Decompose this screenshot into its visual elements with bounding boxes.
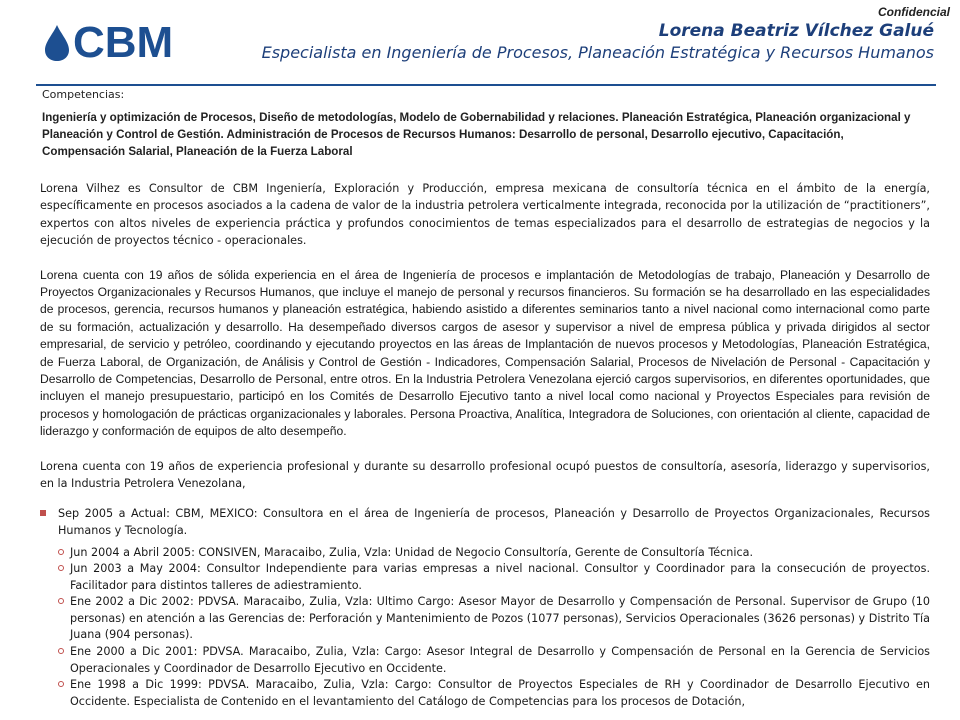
person-name: Lorena Beatriz Vílchez Galué — [658, 21, 934, 41]
experience-item-text: Jun 2003 a May 2004: Consultor Independiente para varias empresas a nivel nacional. Consultor y Coordinador para la consecución de proyectos. Facilitador para distintos talleres de adiestramiento. — [70, 562, 930, 592]
circle-bullet-icon — [58, 594, 70, 644]
header-divider — [36, 84, 936, 86]
experience-item-text: Ene 1998 a Dic 1999: PDVSA. Maracaibo, Zulia, Vzla: Cargo: Consultor de Proyectos Especiales de RH y Coordinador de Desarrollo Ejecutivo en Occidente. Especialista de Contenido en el levantamiento del Catálogo de Competencias para los procesos de Dotación, — [70, 678, 930, 708]
confidential-label: Confidencial — [877, 5, 950, 19]
list-item — [58, 545, 930, 562]
bio-paragraph-1: Lorena Vilhez es Consultor de CBM Ingeniería, Exploración y Producción, empresa mexicana de consultoría técnica en el ámbito de la energía, específicamente en procesos asociados a la cadena de valor de la industria petrolera verticalmente integrada, reconocida por la utilización de “practitioners”, expertos con altos niveles de experiencia práctica y profundos conocimientos de temas especializados para el desarrollo de estrategias de negocios y la ejecución de proyectos técnico - operacionales. — [40, 182, 930, 248]
experience-list — [58, 545, 930, 711]
circle-bullet-icon — [58, 677, 70, 710]
competencias-label: Competencias: — [42, 88, 125, 101]
competencias-text: Ingeniería y optimización de Procesos, Diseño de metodologías, Modelo de Gobernabilidad y relaciones. Planeación Estratégica, Planeación organizacional y Planeación y Control de Gestión. Administración de Procesos de Recursos Humanos: Desarrollo de personal, Desarrollo ejecutivo, Capacitación, Compensación Salarial, Planeación de la Fuerza Laboral — [42, 111, 911, 158]
list-item — [58, 594, 930, 644]
circle-bullet-icon — [58, 561, 70, 594]
bio-section — [40, 180, 930, 710]
experience-main-text: Sep 2005 a Actual: CBM, MEXICO: Consultora en el área de Ingeniería de procesos, Planeación y Desarrollo de Proyectos Organizacionales, Recursos Humanos y Tecnología. — [58, 506, 930, 537]
experience-item-text: Ene 2002 a Dic 2002: PDVSA. Maracaibo, Zulia, Vzla: Ultimo Cargo: Asesor Mayor de Desarrollo y Compensación de Personal. Supervisor de Grupo (10 personas) en atención a las Gerencias de: Perforación y Mantenimiento de Pozos (1077 personas), Servicios Operacionales (3626 personas) y Distrito Tía Juana (904 personas). — [70, 595, 930, 642]
bio-paragraph-3: Lorena cuenta con 19 años de experiencia profesional y durante su desarrollo profesional ocupó puestos de consultoría, asesoría, liderazgo y supervisorios, en la Industria Petrolera Venezolana, — [40, 459, 930, 491]
experience-item-text: Jun 2004 a Abril 2005: CONSIVEN, Maracaibo, Zulia, Vzla: Unidad de Negocio Consultoría, Gerente de Consultoría Técnica. — [70, 545, 754, 559]
square-bullet-icon — [40, 505, 58, 539]
circle-bullet-icon — [58, 545, 70, 562]
logo-text: CBM — [73, 18, 174, 67]
bio-paragraph-2: Lorena cuenta con 19 años de sólida experiencia en el área de Ingeniería de procesos e implantación de Metodologías de trabajo, Planeación y Desarrollo de Proyectos Organizacionales y Recursos Humanos, que incluye el manejo de personal y recursos financieros. Su formación se ha desarrollado en las especialidades de procesos, gerencia, recursos humanos y planeación estratégica, habiendo asistido a diferentes seminarios tanto a nivel nacional como internacional como parte de su formación, actualización y desarrollo. Ha desempeñado diversos cargos de asesor y supervisor a nivel de empresa pública y privada dirigidos al sector empresarial, de servicio y petróleo, coordinando y ejecutando proyectos en las áreas de Implantación de nuevos procesos y Metodologías, Planeación Estratégica, de Fuerza Laboral, de Organización, de Análisis y Control de Gestión - Indicadores, Compensación Salarial, Procesos de Nivelación de Personal - Capacitación y Desarrollo de Competencias, Desarrollo de Personal, entre otros. En la Industria Petrolera Venezolana ejerció cargos supervisorios, en diferentes oportunidades, que incluyen el manejo presupuestario, participó en los Comités de Desarrollo Ejecutivo tanto a nivel local como nacional y Proyectos Especiales para revisión de procesos y homologación de prácticas organizacionales y laborales. Persona Proactiva, Analítica, Integradora de Soluciones, con orientación al cliente, capacidad de liderazgo y conformación de equipos de alto desempeño. — [40, 267, 930, 439]
cbm-logo — [44, 20, 173, 66]
person-title: Especialista en Ingeniería de Procesos, Planeación Estratégica y Recursos Humanos — [261, 43, 934, 62]
circle-bullet-icon — [58, 644, 70, 677]
list-item — [58, 561, 930, 594]
drop-icon — [44, 24, 70, 62]
list-item — [58, 677, 930, 710]
list-item — [58, 644, 930, 677]
experience-main-item — [40, 505, 930, 539]
experience-item-text: Ene 2000 a Dic 2001: PDVSA. Maracaibo, Zulia, Vzla: Cargo: Asesor Integral de Desarrollo y Compensación de Personal en la Gerencia de Servicios Operacionales y Coordinador de Desarrollo Ejecutivo en Occidente. — [70, 645, 930, 675]
